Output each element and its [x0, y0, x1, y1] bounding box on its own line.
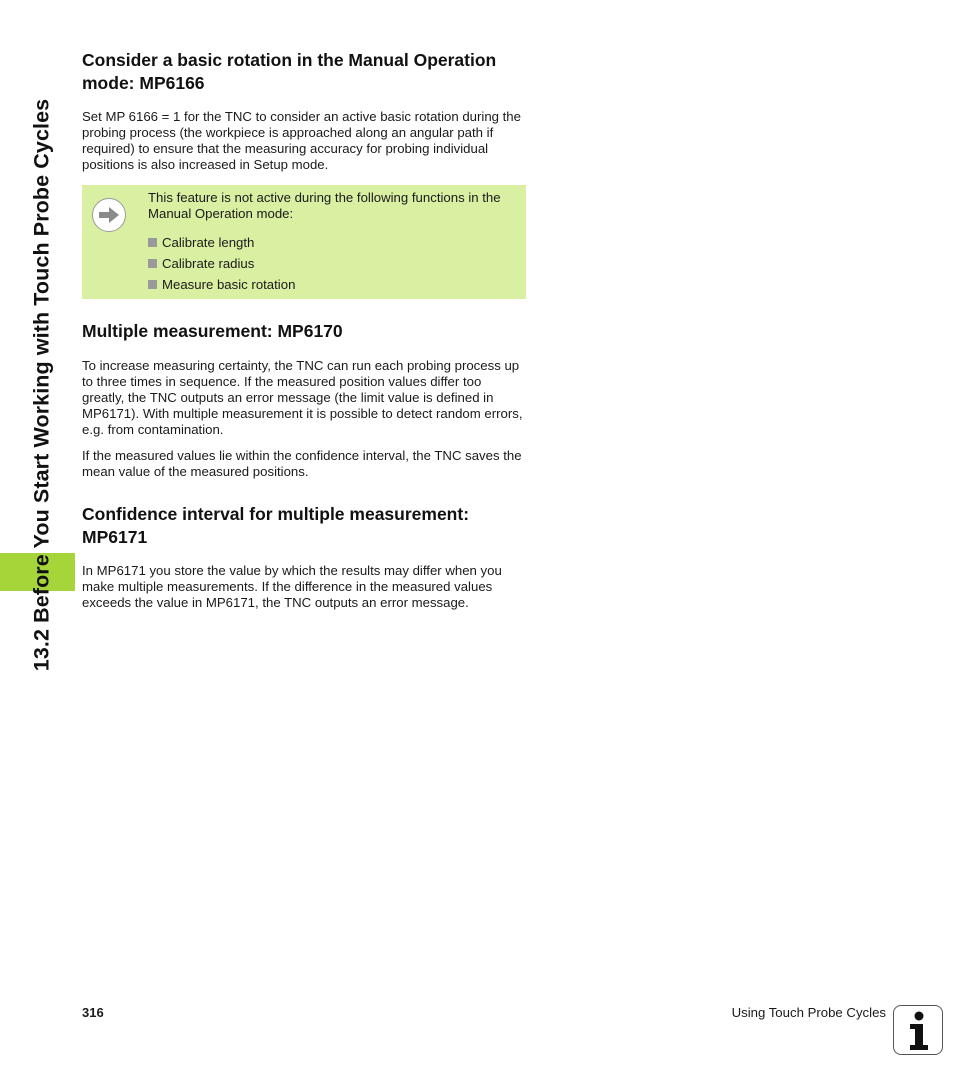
list-item: Measure basic rotation — [148, 274, 295, 295]
footer-title: Using Touch Probe Cycles — [731, 1005, 886, 1020]
note-box — [82, 185, 526, 299]
note-text: This feature is not active during the following functions in the Manual Operation mode: — [148, 190, 501, 221]
list-item: Calibrate length — [148, 232, 295, 253]
paragraph-mp6170-1: To increase measuring certainty, the TNC can run each probing process up to three times in sequence. If the measured position values differ too greatly, the TNC outputs an error message (the limit value is defined in MP6171). With multiple measurement it is possible to detect random errors, e.g. from contamination. — [82, 358, 523, 437]
page-number: 316 — [82, 1005, 104, 1020]
info-icon[interactable] — [893, 1005, 943, 1055]
paragraph-mp6171: In MP6171 you store the value by which the results may differ when you make multiple measurements. If the difference in the measured values exceeds the value in MP6171, the TNC outputs an error message. — [82, 563, 502, 610]
paragraph-mp6170-2: If the measured values lie within the confidence interval, the TNC saves the mean value of the measured positions. — [82, 448, 522, 479]
section-heading-mp6171: Confidence interval for multiple measurement: MP6171 — [82, 504, 470, 547]
note-list — [148, 232, 295, 295]
arrow-right-icon — [92, 198, 126, 232]
chapter-title: 13.2 Before You Start Working with Touch Probe Cycles — [29, 98, 54, 672]
section-heading-mp6166: Consider a basic rotation in the Manual Operation mode: MP6166 — [82, 50, 497, 93]
bullet-square-icon — [148, 280, 157, 289]
list-item: Calibrate radius — [148, 253, 295, 274]
bullet-square-icon — [148, 238, 157, 247]
bullet-square-icon — [148, 259, 157, 268]
section-heading-mp6170: Multiple measurement: MP6170 — [82, 321, 343, 341]
paragraph-mp6166: Set MP 6166 = 1 for the TNC to consider an active basic rotation during the probing process (the workpiece is approached along an angular path if required) to ensure that the measuring accuracy for probing individual positions is also increased in Setup mode. — [82, 109, 521, 172]
